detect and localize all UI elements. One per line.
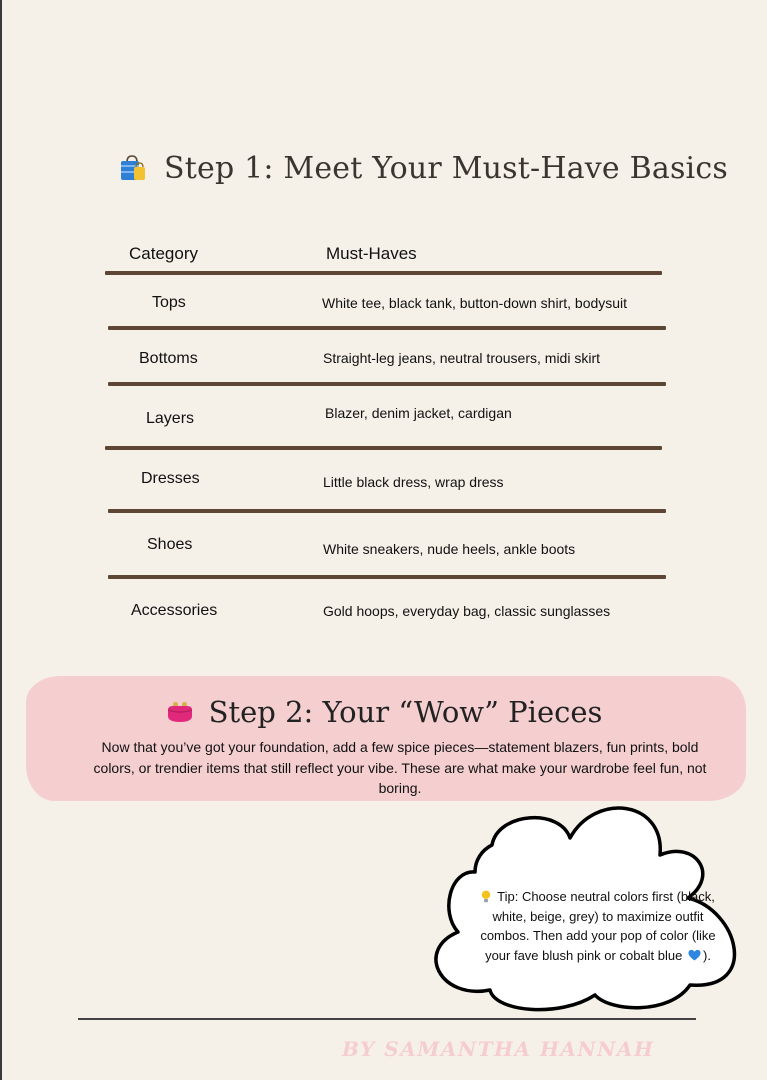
tip-end: ).: [702, 947, 711, 963]
table-rule: [105, 446, 662, 450]
footer-divider: [78, 1018, 696, 1020]
category-cell: Shoes: [147, 536, 193, 553]
step1-title: Step 1: Meet Your Must-Have Basics: [164, 150, 728, 186]
category-cell: Layers: [146, 410, 195, 427]
header-category: Category: [129, 244, 198, 263]
author-byline: BY SAMANTHA HANNAH: [342, 1037, 655, 1061]
table-rule: [108, 382, 666, 386]
must-haves-cell: Little black dress, wrap dress: [323, 474, 504, 490]
step2-heading: [0, 690, 767, 734]
must-haves-cell: Gold hoops, everyday bag, classic sunglasses: [323, 603, 611, 619]
page-left-border: [0, 0, 2, 1080]
tip-body: Tip: Choose neutral colors first (black, white, beige, grey) to maximize outfit combos. Then add your pop of color (like your fave blush pink or cobalt blue: [480, 889, 716, 963]
category-cell: Bottoms: [139, 350, 198, 367]
step1-heading: [118, 146, 728, 190]
blue-heart-icon: [688, 949, 701, 961]
step2-description: Now that you’ve got your foundation, add a few spice pieces—statement blazers, fun prints, bold colors, or trendier items that still reflect your vibe. These are what make your wardrobe feel fun, not boring.: [93, 739, 707, 796]
tip-text: [472, 887, 724, 965]
must-haves-cell: Blazer, denim jacket, cardigan: [325, 405, 512, 421]
lightbulb-icon: [481, 890, 491, 903]
category-cell: Tops: [152, 294, 186, 311]
table-rule: [105, 271, 662, 275]
table-rule: [108, 509, 666, 513]
header-must-haves: Must-Haves: [326, 244, 417, 263]
must-haves-cell: White sneakers, nude heels, ankle boots: [323, 541, 576, 557]
purse-icon: [165, 701, 195, 723]
shopping-bag-icon: [118, 153, 148, 183]
must-haves-cell: Straight-leg jeans, neutral trousers, midi skirt: [323, 350, 600, 366]
step2-title: Step 2: Your “Wow” Pieces: [208, 695, 603, 729]
table-rule: [108, 575, 666, 579]
category-cell: Accessories: [131, 602, 218, 619]
category-cell: Dresses: [141, 470, 200, 487]
must-haves-cell: White tee, black tank, button-down shirt, bodysuit: [322, 295, 628, 311]
table-rule: [108, 326, 666, 330]
